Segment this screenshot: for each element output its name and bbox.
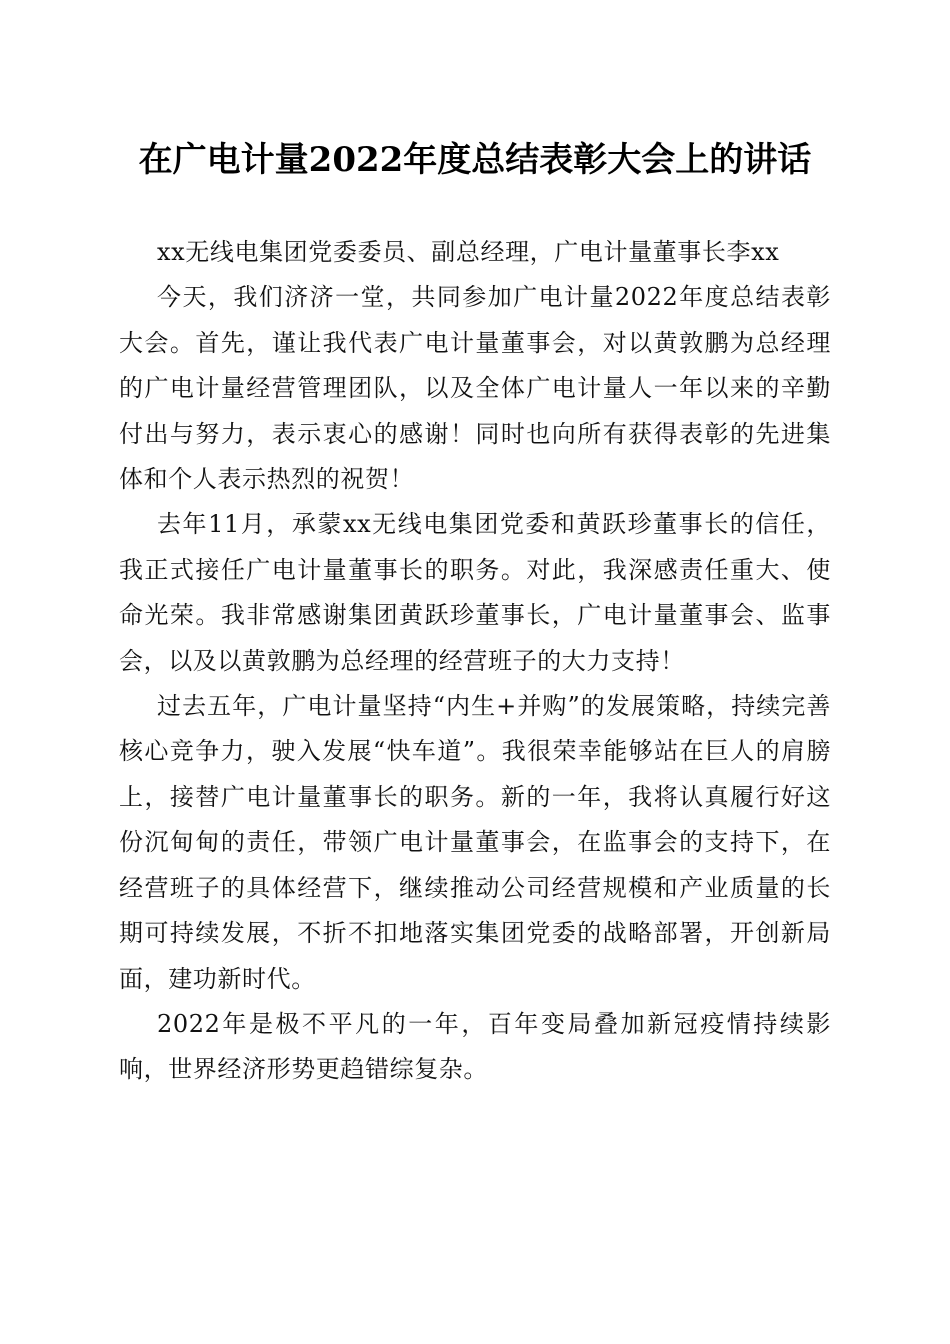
document-title: 在广电计量2022年度总结表彰大会上的讲话 [138, 140, 812, 180]
paragraph-2022-review: 2022年是极不平凡的一年，百年变局叠加新冠疫情持续影响，世界经济形势更趋错综复杂。 [119, 1009, 831, 1084]
speaker-byline: xx无线电集团党委委员、副总经理，广电计量董事长李xx [157, 238, 780, 266]
paragraph-opening: 今天，我们济济一堂，共同参加广电计量2022年度总结表彰大会。首先，谨让我代表广电计量董事会，对以黄敦鹏为总经理的广电计量经营管理团队，以及全体广电计量人一年以来的辛勤付出与努力，表示衷心的感谢！同时也向所有获得表彰的先进集体和个人表示热烈的祝贺！ [119, 283, 831, 494]
document-body [119, 230, 831, 1093]
paragraph-strategy: 过去五年，广电计量坚持“内生+并购”的发展策略，持续完善核心竞争力，驶入发展“快车道”。我很荣幸能够站在巨人的肩膀上，接替广电计量董事长的职务。新的一年，我将认真履行好这份沉甸甸的责任，带领广电计量董事会，在监事会的支持下，在经营班子的具体经营下，继续推动公司经营规模和产业质量的长期可持续发展，不折不扣地落实集团党委的战略部署，开创新局面，建功新时代。 [119, 692, 831, 993]
paragraph-appointment: 去年11月，承蒙xx无线电集团党委和黄跃珍董事长的信任，我正式接任广电计量董事长的职务。对此，我深感责任重大、使命光荣。我非常感谢集团黄跃珍董事长，广电计量董事会、监事会，以及以黄敦鹏为总经理的经营班子的大力支持！ [119, 510, 831, 675]
